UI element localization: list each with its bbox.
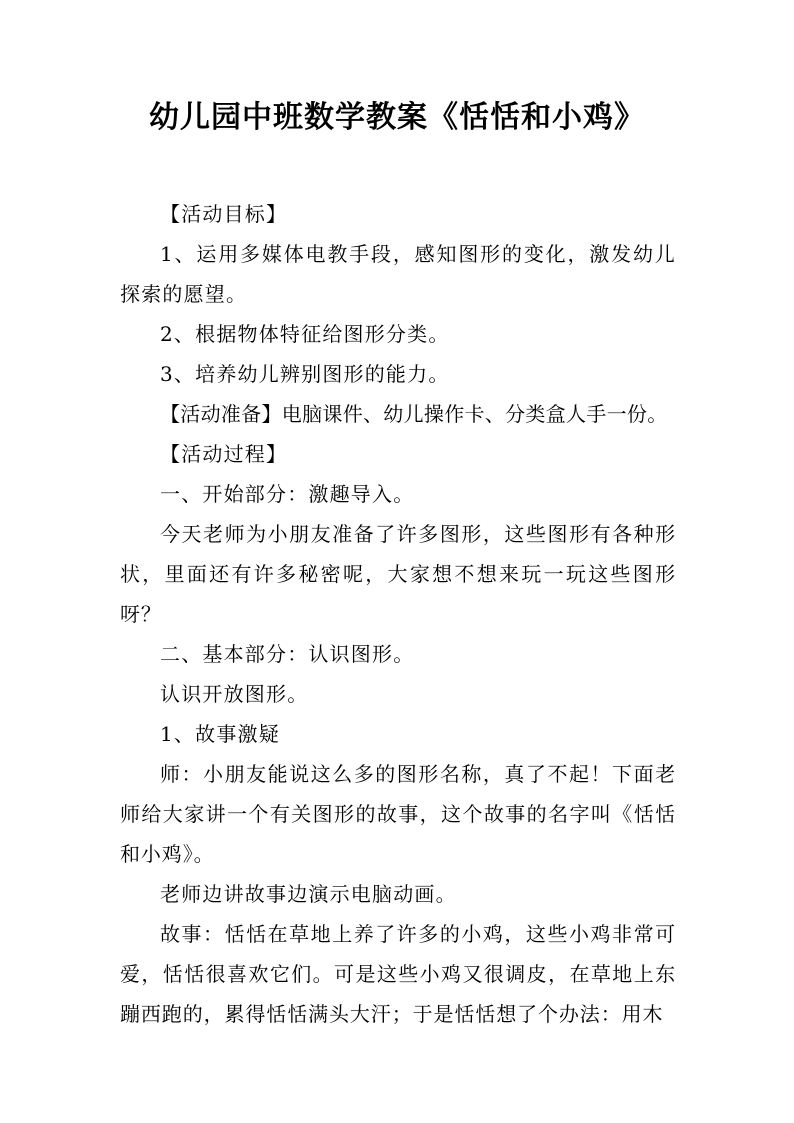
process-step-1-heading: 一、开始部分：激趣导入。 [160,482,415,506]
teacher-action: 老师边讲故事边演示电脑动画。 [160,882,457,906]
process-step-1-text: 今天老师为小朋友准备了许多图形，这些图形有各种形状，里面还有许多秘密呢，大家想不想来玩一玩这些图形呀？ [120,522,676,626]
goal-item-3: 3、培养幼儿辨别图形的能力。 [160,362,450,386]
goal-item-1: 1、运用多媒体电教手段，感知图形的变化，激发幼儿探索的愿望。 [120,242,676,306]
story-text: 故事：恬恬在草地上养了许多的小鸡，这些小鸡非常可爱，恬恬很喜欢它们。可是这些小鸡又很调皮，在草地上东蹦西跑的，累得恬恬满头大汗；于是恬恬想了个办法：用木 [120,922,676,1026]
section-heading-goals: 【活动目标】 [160,202,288,226]
process-step-2-subheading: 认识开放图形。 [160,682,309,706]
document-title: 幼儿园中班数学教案《恬恬和小鸡》 [149,100,645,135]
section-heading-process: 【活动过程】 [160,442,288,466]
goal-item-2: 2、根据物体特征给图形分类。 [160,322,450,346]
section-preparation: 【活动准备】电脑课件、幼儿操作卡、分类盒人手一份。 [160,402,668,426]
teacher-speech: 师：小朋友能说这么多的图形名称，真了不起！下面老师给大家讲一个有关图形的故事，这个故事的名字叫《恬恬和小鸡》。 [120,762,676,866]
story-heading: 1、故事激疑 [160,722,280,746]
process-step-2-heading: 二、基本部分：认识图形。 [160,642,415,666]
document-body [120,194,676,1034]
